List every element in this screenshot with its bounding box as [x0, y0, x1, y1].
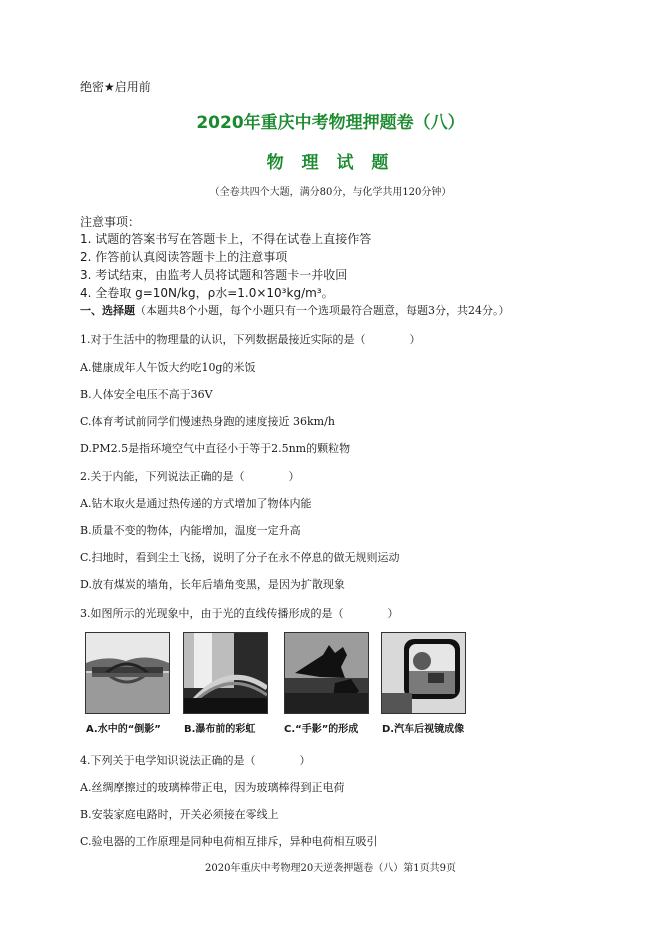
question-2-option-d: D.放有煤炭的墙角，长年后墙角变黑，是因为扩散现象 [80, 578, 345, 591]
notice-item: 4. 全卷取 g=10N/kg，ρ水=1.0×10³kg/m³。 [80, 286, 334, 300]
photo-waterfall-rainbow [183, 632, 268, 714]
question-2-option-c: C.扫地时，看到尘土飞扬，说明了分子在永不停息的做无规则运动 [80, 551, 400, 564]
question-4-option-a: A.丝绸摩擦过的玻璃棒带正电，因为玻璃棒得到正电荷 [80, 781, 345, 794]
question-2-option-b: B.质量不变的物体，内能增加，温度一定升高 [80, 524, 301, 537]
question-1-option-a: A.健康成年人午饭大约吃10g的米饭 [80, 361, 256, 374]
photo-hand-shadow [284, 632, 369, 714]
exam-subtitle: 物 理 试 题 [266, 153, 395, 173]
exam-title: 2020年重庆中考物理押题卷（八） [196, 113, 465, 133]
section-description: （本题共8个小题，每个小题只有一个选项最符合题意，每题3分，共24分。） [135, 304, 510, 317]
photo-caption-c: C.“手影”的形成 [284, 724, 359, 735]
question-4-stem: 4.下列关于电学知识说法正确的是（ ） [80, 754, 311, 767]
section-heading [80, 302, 510, 318]
notice-item: 1. 试题的答案书写在答题卡上，不得在试卷上直接作答 [80, 232, 372, 246]
question-1-option-c: C.体育考试前同学们慢速热身跑的速度接近 36km/h [80, 415, 335, 428]
notice-item: 3. 考试结束，由监考人员将试题和答题卡一并收回 [80, 268, 348, 282]
section-label: 一、选择题 [80, 304, 135, 317]
notice-item: 2. 作答前认真阅读答题卡上的注意事项 [80, 250, 288, 264]
photo-caption-d: D.汽车后视镜成像 [382, 724, 465, 735]
photo-caption-b: B.瀑布前的彩虹 [184, 724, 256, 735]
question-3-stem: 3.如图所示的光现象中，由于光的直线传播形成的是（ ） [80, 607, 399, 620]
question-4-option-c: C.验电器的工作原理是同种电荷相互排斥，异种电荷相互吸引 [80, 835, 378, 848]
question-2-option-a: A.钻木取火是通过热传递的方式增加了物体内能 [80, 497, 312, 510]
confidential-label: 绝密★启用前 [80, 80, 151, 94]
photo-bridge-reflection [85, 632, 170, 714]
question-1-option-d: D.PM2.5是指环境空气中直径小于等于2.5nm的颗粒物 [80, 442, 351, 455]
page-footer: 2020年重庆中考物理20天逆袭押题卷（八）第1页共9页 [205, 863, 456, 874]
question-1-stem: 1.对于生活中的物理量的认识，下列数据最接近实际的是（ ） [80, 333, 421, 346]
question-1-option-b: B.人体安全电压不高于36V [80, 388, 213, 401]
exam-info: （全卷共四个大题，满分80分，与化学共用120分钟） [209, 187, 452, 198]
photo-caption-a: A.水中的“倒影” [86, 724, 161, 735]
question-2-stem: 2.关于内能，下列说法正确的是（ ） [80, 470, 300, 483]
notice-heading: 注意事项： [80, 215, 141, 229]
question-4-option-b: B.安装家庭电路时，开关必须接在零线上 [80, 808, 279, 821]
photo-car-mirror [381, 632, 466, 714]
